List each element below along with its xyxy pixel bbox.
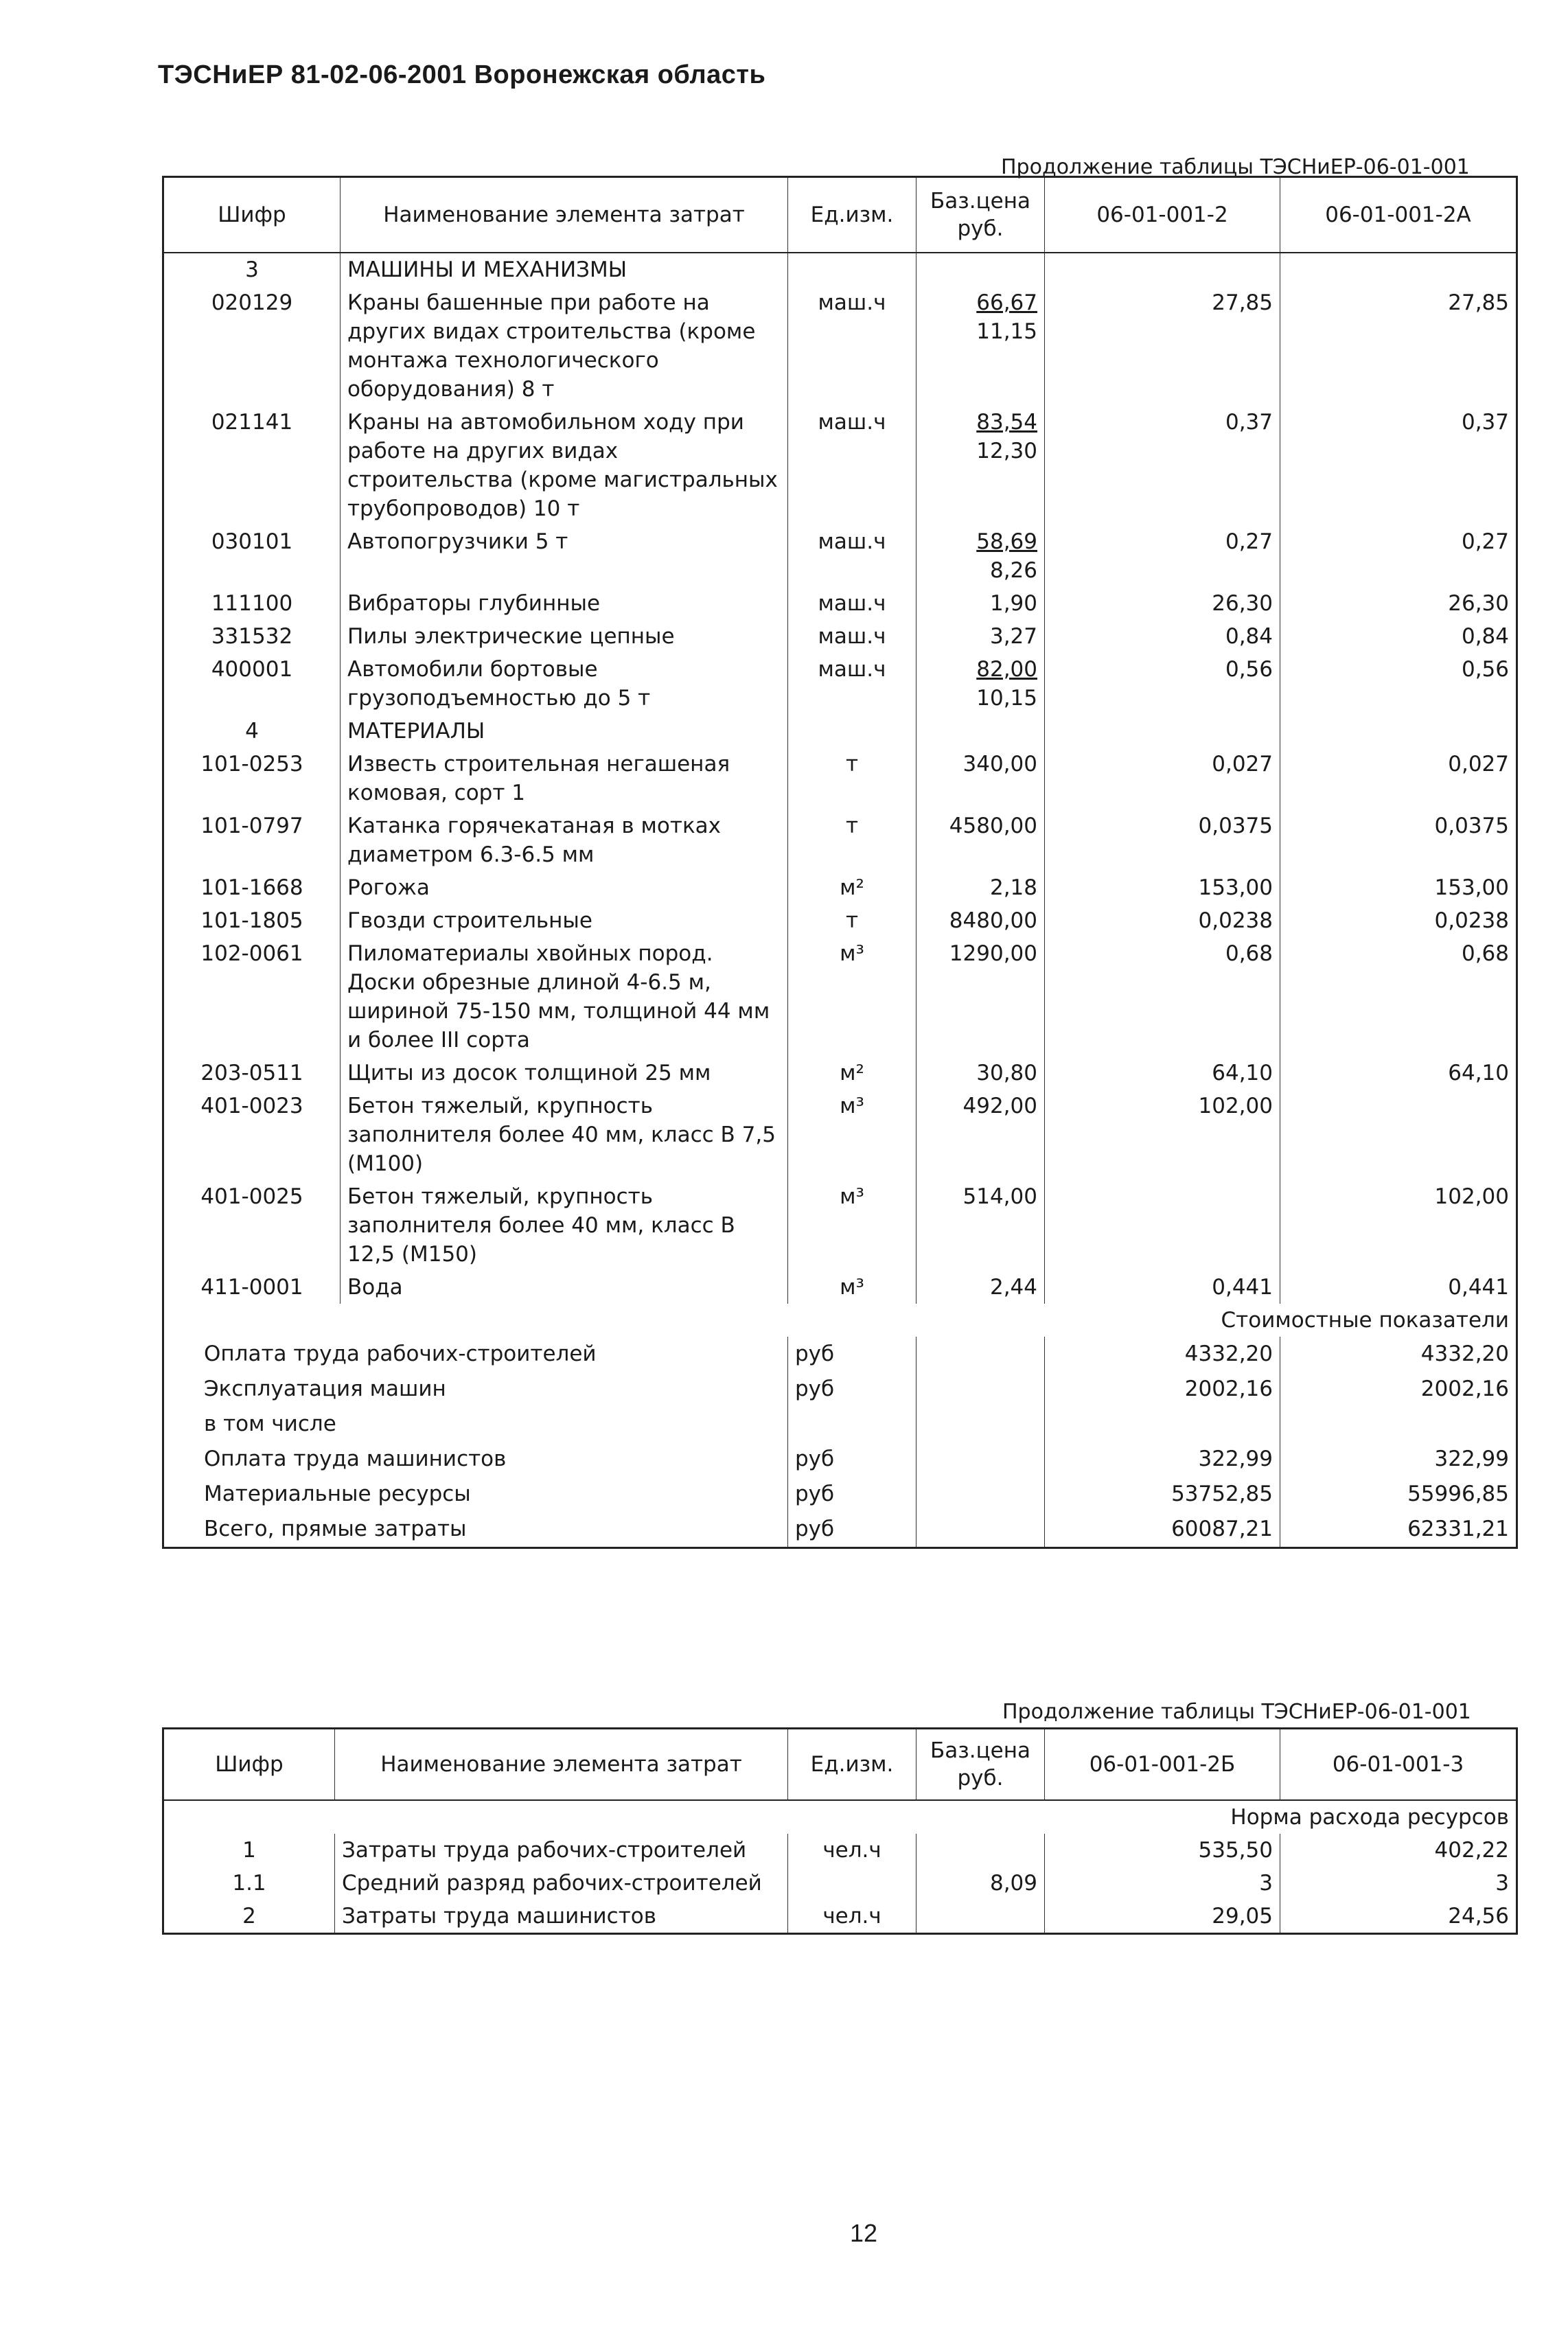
row-unit: чел.ч (788, 1900, 916, 1934)
row-code: 101-1805 (163, 904, 341, 937)
table-row (163, 620, 1517, 653)
summary-value-a: 60087,21 (1045, 1512, 1280, 1548)
summary-label: Материальные ресурсы (163, 1477, 788, 1512)
row-price (916, 1900, 1045, 1934)
row-unit: т (788, 904, 916, 937)
empty-cell (788, 253, 916, 286)
row-price (916, 748, 1045, 809)
row-price (916, 1090, 1045, 1180)
row-value-b: 0,441 (1280, 1271, 1517, 1304)
summary-label: Всего, прямые затраты (163, 1512, 788, 1548)
price-labor-value: 12,30 (976, 438, 1037, 463)
table-row (163, 937, 1517, 1057)
summary-value-a (1045, 1407, 1280, 1442)
table-row (163, 286, 1517, 406)
col-header-name: Наименование элемента затрат (335, 1729, 788, 1800)
cost-band-label: Стоимостные показатели (163, 1304, 1517, 1337)
row-unit: т (788, 809, 916, 871)
summary-value-a: 2002,16 (1045, 1372, 1280, 1407)
table-row (163, 1090, 1517, 1180)
row-unit: м³ (788, 937, 916, 1057)
empty-cell (916, 1512, 1045, 1548)
row-unit: т (788, 748, 916, 809)
row-code: 400001 (163, 653, 341, 715)
col-header-code: Шифр (163, 177, 341, 253)
row-value-a: 0,56 (1045, 653, 1280, 715)
table-row (163, 1900, 1517, 1934)
row-value-b: 102,00 (1280, 1180, 1517, 1271)
table-row (163, 1271, 1517, 1304)
empty-cell (916, 253, 1045, 286)
summary-value-b: 62331,21 (1280, 1512, 1517, 1548)
row-name: Краны башенные при работе на других видах строительства (кроме монтажа технологического оборудования) 8 т (341, 286, 788, 406)
summary-value-b: 4332,20 (1280, 1337, 1517, 1372)
row-value-a: 535,50 (1045, 1834, 1280, 1867)
section-number: 3 (163, 253, 341, 286)
summary-label: Оплата труда машинистов (163, 1442, 788, 1477)
row-value-b: 0,84 (1280, 620, 1517, 653)
row-code: 101-0253 (163, 748, 341, 809)
row-code: 111100 (163, 587, 341, 620)
row-value-b: 153,00 (1280, 871, 1517, 904)
row-code: 401-0023 (163, 1090, 341, 1180)
table-row (163, 904, 1517, 937)
row-value-a: 0,441 (1045, 1271, 1280, 1304)
row-price (916, 653, 1045, 715)
row-name: Затраты труда машинистов (335, 1900, 788, 1934)
row-code: 203-0511 (163, 1057, 341, 1090)
empty-cell (916, 1442, 1045, 1477)
col-header-name: Наименование элемента затрат (341, 177, 788, 253)
row-unit: м³ (788, 1090, 916, 1180)
summary-label: Оплата труда рабочих-строителей (163, 1337, 788, 1372)
row-price (916, 809, 1045, 871)
table-row (163, 748, 1517, 809)
table-row (163, 1834, 1517, 1867)
continuation-caption-1: Продолжение таблицы ТЭСНиЕР-06-01-001 (1001, 155, 1470, 179)
summary-row (163, 1442, 1517, 1477)
summary-row (163, 1372, 1517, 1407)
col-header-b: 06-01-001-3 (1280, 1729, 1517, 1800)
page-number: 12 (850, 2219, 878, 2247)
row-value-a: 0,0375 (1045, 809, 1280, 871)
row-name: Вода (341, 1271, 788, 1304)
summary-label: Эксплуатация машин (163, 1372, 788, 1407)
row-name: Автопогрузчики 5 т (341, 525, 788, 587)
row-value-a: 153,00 (1045, 871, 1280, 904)
row-price (916, 937, 1045, 1057)
resource-table-2 (162, 1727, 1518, 1935)
price-value: 1,90 (989, 590, 1037, 616)
row-name: Автомобили бортовые грузоподъемностью до 5 т (341, 653, 788, 715)
row-code: 101-1668 (163, 871, 341, 904)
col-header-unit: Ед.изм. (788, 177, 916, 253)
section-number: 4 (163, 715, 341, 748)
section-row (163, 253, 1517, 286)
row-name: Катанка горячекатаная в мотках диаметром 6.3-6.5 мм (341, 809, 788, 871)
row-code: 2 (163, 1900, 335, 1934)
row-unit: м² (788, 1057, 916, 1090)
col-header-a: 06-01-001-2 (1045, 177, 1280, 253)
price-value: 2,18 (989, 875, 1037, 900)
empty-cell (1045, 253, 1280, 286)
row-price (916, 1180, 1045, 1271)
row-code: 401-0025 (163, 1180, 341, 1271)
row-code: 1 (163, 1834, 335, 1867)
summary-unit: руб (788, 1372, 916, 1407)
row-price (916, 871, 1045, 904)
row-price (916, 406, 1045, 525)
table-row (163, 871, 1517, 904)
summary-label: в том числе (163, 1407, 788, 1442)
row-value-a: 64,10 (1045, 1057, 1280, 1090)
row-value-b: 0,0238 (1280, 904, 1517, 937)
row-name: Краны на автомобильном ходу при работе на других видах строительства (кроме магистральных трубопроводов) 10 т (341, 406, 788, 525)
summary-value-b (1280, 1407, 1517, 1442)
row-unit: маш.ч (788, 653, 916, 715)
price-value: 3,27 (989, 623, 1037, 649)
row-code: 411-0001 (163, 1271, 341, 1304)
row-unit (788, 1867, 916, 1900)
price-value: 82,00 (976, 656, 1037, 682)
empty-cell (916, 1407, 1045, 1442)
row-name: Пиломатериалы хвойных пород. Доски обрезные длиной 4-6.5 м, шириной 75-150 мм, толщиной 44 мм и более III сорта (341, 937, 788, 1057)
table-row (163, 587, 1517, 620)
summary-value-a: 322,99 (1045, 1442, 1280, 1477)
summary-unit: руб (788, 1337, 916, 1372)
row-name: Средний разряд рабочих-строителей (335, 1867, 788, 1900)
norm-band-label: Норма расхода ресурсов (163, 1800, 1517, 1834)
row-value-b: 402,22 (1280, 1834, 1517, 1867)
price-value: 58,69 (976, 529, 1037, 554)
row-value-b: 64,10 (1280, 1057, 1517, 1090)
summary-unit: руб (788, 1477, 916, 1512)
table-header-row (163, 177, 1517, 253)
row-price (916, 525, 1045, 587)
row-value-b: 0,27 (1280, 525, 1517, 587)
row-value-b: 26,30 (1280, 587, 1517, 620)
empty-cell (916, 1477, 1045, 1512)
summary-unit: руб (788, 1442, 916, 1477)
row-name: Бетон тяжелый, крупность заполнителя более 40 мм, класс В 7,5 (М100) (341, 1090, 788, 1180)
empty-cell (1280, 715, 1517, 748)
row-name: Рогожа (341, 871, 788, 904)
price-labor-value: 10,15 (976, 685, 1037, 711)
col-header-unit: Ед.изм. (788, 1729, 916, 1800)
row-name: Гвозди строительные (341, 904, 788, 937)
row-code: 1.1 (163, 1867, 335, 1900)
row-value-b: 0,56 (1280, 653, 1517, 715)
summary-value-b: 55996,85 (1280, 1477, 1517, 1512)
price-labor-value: 8,26 (989, 557, 1037, 583)
col-header-b: 06-01-001-2А (1280, 177, 1517, 253)
table-row (163, 1057, 1517, 1090)
row-name: Щиты из досок толщиной 25 мм (341, 1057, 788, 1090)
table-header-row (163, 1729, 1517, 1800)
summary-unit (788, 1407, 916, 1442)
summary-row (163, 1407, 1517, 1442)
row-value-b: 0,37 (1280, 406, 1517, 525)
row-unit: маш.ч (788, 620, 916, 653)
row-name: Вибраторы глубинные (341, 587, 788, 620)
row-value-b: 0,027 (1280, 748, 1517, 809)
price-value: 492,00 (962, 1093, 1037, 1118)
price-value: 2,44 (989, 1274, 1037, 1300)
row-value-b: 27,85 (1280, 286, 1517, 406)
row-price (916, 286, 1045, 406)
section-title: МАТЕРИАЛЫ (341, 715, 788, 748)
col-header-price: Баз.цена руб. (916, 1729, 1045, 1800)
price-value: 83,54 (976, 409, 1037, 435)
row-value-a: 0,37 (1045, 406, 1280, 525)
row-unit: маш.ч (788, 587, 916, 620)
row-value-b: 24,56 (1280, 1900, 1517, 1934)
continuation-caption-2: Продолжение таблицы ТЭСНиЕР-06-01-001 (1002, 1700, 1471, 1724)
col-header-a: 06-01-001-2Б (1045, 1729, 1280, 1800)
row-value-a: 29,05 (1045, 1900, 1280, 1934)
empty-cell (1045, 715, 1280, 748)
row-name: Затраты труда рабочих-строителей (335, 1834, 788, 1867)
summary-row (163, 1337, 1517, 1372)
row-name: Бетон тяжелый, крупность заполнителя более 40 мм, класс В 12,5 (М150) (341, 1180, 788, 1271)
empty-cell (916, 1337, 1045, 1372)
col-header-code: Шифр (163, 1729, 335, 1800)
empty-cell (916, 1372, 1045, 1407)
row-unit: м³ (788, 1271, 916, 1304)
row-value-a: 0,027 (1045, 748, 1280, 809)
row-value-a: 0,84 (1045, 620, 1280, 653)
row-unit: маш.ч (788, 525, 916, 587)
table-row (163, 1867, 1517, 1900)
summary-value-b: 322,99 (1280, 1442, 1517, 1477)
row-unit: маш.ч (788, 406, 916, 525)
row-value-a: 26,30 (1045, 587, 1280, 620)
row-value-a: 0,68 (1045, 937, 1280, 1057)
price-labor-value: 11,15 (976, 319, 1037, 344)
cost-band-row (163, 1304, 1517, 1337)
row-unit: м³ (788, 1180, 916, 1271)
price-value: 8480,00 (949, 908, 1037, 933)
section-title: МАШИНЫ И МЕХАНИЗМЫ (341, 253, 788, 286)
price-value: 66,67 (976, 290, 1037, 315)
row-price: 8,09 (916, 1867, 1045, 1900)
row-value-a: 3 (1045, 1867, 1280, 1900)
table-row (163, 809, 1517, 871)
row-code: 102-0061 (163, 937, 341, 1057)
summary-value-b: 2002,16 (1280, 1372, 1517, 1407)
row-price (916, 904, 1045, 937)
document-title: ТЭСНиЕР 81-02-06-2001 Воронежская область (158, 60, 766, 89)
row-name: Пилы электрические цепные (341, 620, 788, 653)
table-row (163, 406, 1517, 525)
row-price (916, 620, 1045, 653)
row-unit: м² (788, 871, 916, 904)
row-code: 101-0797 (163, 809, 341, 871)
empty-cell (788, 715, 916, 748)
table-row (163, 653, 1517, 715)
row-code: 021141 (163, 406, 341, 525)
table-row (163, 525, 1517, 587)
row-value-a: 102,00 (1045, 1090, 1280, 1180)
table-row (163, 1180, 1517, 1271)
row-value-b: 0,68 (1280, 937, 1517, 1057)
resource-table-1 (162, 176, 1518, 1549)
summary-row (163, 1512, 1517, 1548)
row-value-b: 3 (1280, 1867, 1517, 1900)
row-code: 030101 (163, 525, 341, 587)
price-value: 514,00 (962, 1184, 1037, 1209)
price-value: 30,80 (976, 1060, 1037, 1085)
norm-band-row (163, 1800, 1517, 1834)
row-name: Известь строительная негашеная комовая, сорт 1 (341, 748, 788, 809)
row-price (916, 1834, 1045, 1867)
row-value-b: 0,0375 (1280, 809, 1517, 871)
row-code: 020129 (163, 286, 341, 406)
price-value: 1290,00 (949, 941, 1037, 966)
summary-value-a: 53752,85 (1045, 1477, 1280, 1512)
row-code: 331532 (163, 620, 341, 653)
summary-row (163, 1477, 1517, 1512)
row-value-a (1045, 1180, 1280, 1271)
section-row (163, 715, 1517, 748)
row-price (916, 1057, 1045, 1090)
empty-cell (1280, 253, 1517, 286)
row-value-a: 27,85 (1045, 286, 1280, 406)
row-unit: чел.ч (788, 1834, 916, 1867)
row-unit: маш.ч (788, 286, 916, 406)
row-value-b (1280, 1090, 1517, 1180)
summary-unit: руб (788, 1512, 916, 1548)
col-header-price: Баз.цена руб. (916, 177, 1045, 253)
price-value: 4580,00 (949, 813, 1037, 838)
row-value-a: 0,27 (1045, 525, 1280, 587)
row-value-a: 0,0238 (1045, 904, 1280, 937)
price-value: 340,00 (962, 751, 1037, 776)
row-price (916, 1271, 1045, 1304)
empty-cell (916, 715, 1045, 748)
summary-value-a: 4332,20 (1045, 1337, 1280, 1372)
row-price (916, 587, 1045, 620)
